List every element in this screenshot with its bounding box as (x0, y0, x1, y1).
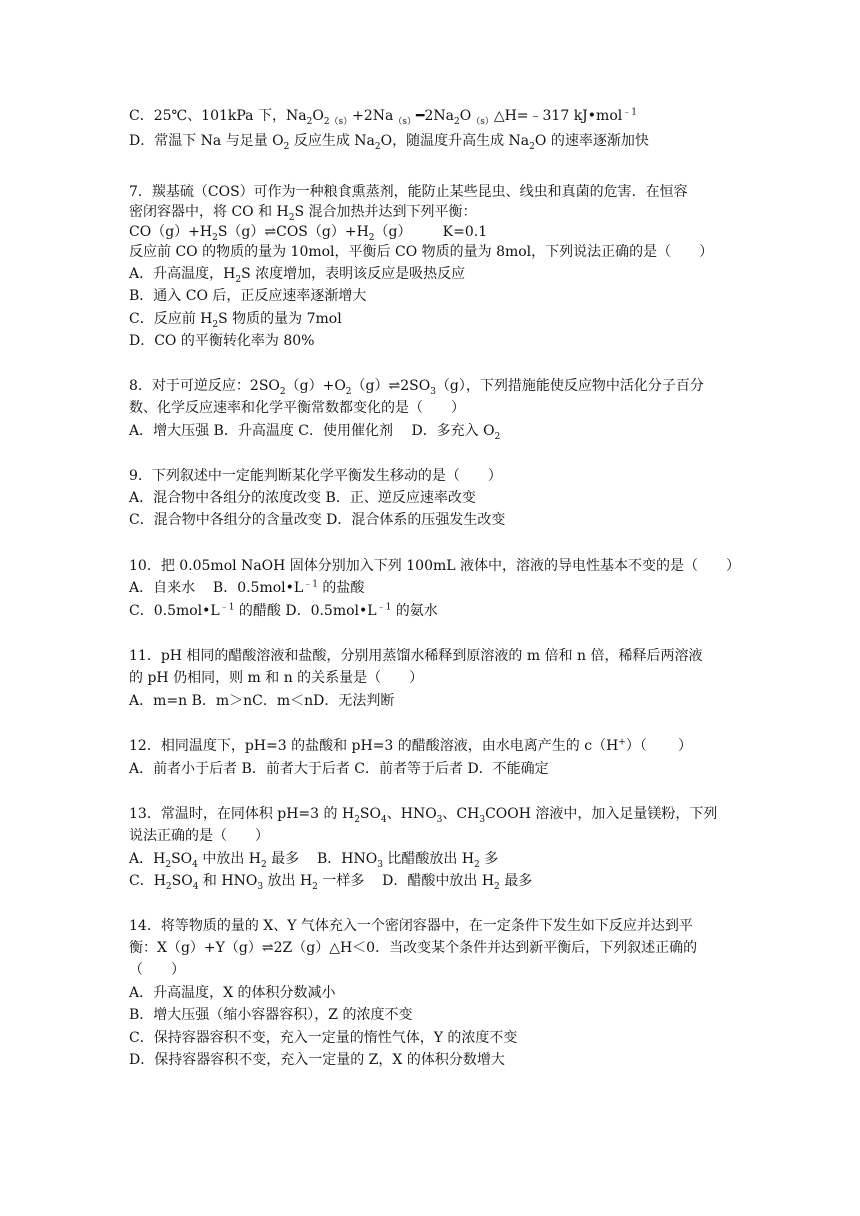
q7-stem-line1: 7．羰基硫（COS）可作为一种粮食熏蒸剂，能防止某些昆虫、线虫和真菌的危害．在恒容 (129, 184, 688, 200)
q10-options-cd: C．$0.5mol•L^{﹣1}$ 的醋酸 D．$0.5mol•L^{﹣1}$ 的氨水 (129, 602, 438, 619)
q9-options-ab: A．混合物中各组分的浓度改变 B．正、逆反应速率改变 (129, 490, 476, 506)
q14-stem-line2: 衡：X（g）+Y（g）⇌2Z（g）△H＜0．当改变某个条件并达到新平衡后，下列叙述正确的 (129, 940, 698, 956)
prev-q-option-d: D．常温下 Na 与足量 $O_2$ 反应生成 $Na_2O$，随温度升高生成 $Na_2O$ 的速率逐渐加快 (129, 133, 649, 152)
q11-stem-line2: 的 pH 仍相同，则 m 和 n 的关系量是（ ） (129, 670, 424, 686)
q8-options: A．增大压强 B．升高温度 C．使用催化剂 D．多充入 $O_2$ (129, 423, 501, 442)
q8-stem-line1: 8．对于可逆反应：$2SO_2(g)+O_2(g)\rightleftharpoons 2SO_3(g)$，下列措施能使反应物中活化分子百分 (129, 378, 704, 397)
q14-option-c: C．保持容器容积不变，充入一定量的惰性气体，Y 的浓度不变 (129, 1030, 518, 1046)
q12-options: A．前者小于后者 B．前者大于后者 C．前者等于后者 D．不能确定 (129, 761, 549, 777)
q14-option-d: D．保持容器容积不变，充入一定量的 Z，X 的体积分数增大 (129, 1052, 505, 1068)
prev-q-option-c: C．25℃、101kPa 下，$Na_2O_{2(s)}+2Na_{(s)}━2Na_2O_{(s)}\triangle H=﹣317$ kJ•mol$^{﹣1}$ (129, 107, 637, 127)
q7-stem-line3: 反应前 CO 的物质的量为 10mol，平衡后 CO 物质的量为 8mol，下列说法正确的是（ ） (129, 244, 714, 260)
q11-stem-line1: 11．pH 相同的醋酸溶液和盐酸，分别用蒸馏水稀释到原溶液的 m 倍和 n 倍，稀释后两溶液 (129, 648, 703, 664)
q14-option-b: B．增大压强（缩小容器容积），Z 的浓度不变 (129, 1007, 413, 1023)
q13-options-ab: A．$H_2SO_4$ 中放出 $H_2$ 最多 B．$HNO_3$ 比醋酸放出 $H_2$ 多 (129, 851, 499, 870)
q9-options-cd: C．混合物中各组分的含量改变 D．混合体系的压强发生改变 (129, 512, 506, 528)
q13-stem-line2: 说法正确的是（ ） (129, 828, 269, 844)
q14-stem-line3: （ ） (129, 962, 185, 978)
q7-option-d: D．CO 的平衡转化率为 80% (129, 333, 315, 349)
q7-option-c: C．反应前 $H_2S$ 物质的量为 7mol (129, 311, 342, 330)
q9-stem: 9．下列叙述中一定能判断某化学平衡发生移动的是（ ） (129, 468, 502, 484)
q14-option-a: A．升高温度，X 的体积分数减小 (129, 985, 336, 1001)
q7-option-b: B．通入 CO 后，正反应速率逐渐增大 (129, 288, 367, 304)
q7-option-a: A．升高温度，$H_2S$ 浓度增加，表明该反应是吸热反应 (129, 266, 466, 285)
q11-options: A．m=n B．m＞nC．m＜nD．无法判断 (129, 693, 395, 709)
q7-equation: $CO(g)+H_2S(g)\rightleftharpoons COS(g)+H_2(g)$ K=0.1 (129, 224, 488, 243)
q13-options-cd: C．$H_2SO_4$ 和 $HNO_3$ 放出 $H_2$ 一样多 D．醋酸中放出 $H_2$ 最多 (129, 873, 533, 892)
q10-stem: 10．把 0.05mol NaOH 固体分别加入下列 100mL 液体中，溶液的导电性基本不变的是（ ） (129, 558, 740, 574)
q8-stem-line2: 数、化学反应速率和化学平衡常数都变化的是（ ） (129, 400, 465, 416)
q10-options-ab: A．自来水 B．$0.5mol•L^{﹣1}$ 的盐酸 (129, 579, 365, 596)
q12-stem: 12．相同温度下，pH=3 的盐酸和 pH=3 的醋酸溶液，由水电离产生的 c（H+）（ ） (129, 737, 692, 754)
q7-stem-line2: 密闭容器中，将 CO 和 $H_2S$ 混合加热并达到下列平衡： (129, 204, 477, 223)
q14-stem-line1: 14．将等物质的量的 X、Y 气体充入一个密闭容器中，在一定条件下发生如下反应并达到平 (129, 918, 693, 934)
q13-stem-line1: 13．常温时，在同体积 pH=3 的 $H_2SO_4$、$HNO_3$、$CH_3COOH$ 溶液中，加入足量镁粉，下列 (129, 806, 718, 825)
